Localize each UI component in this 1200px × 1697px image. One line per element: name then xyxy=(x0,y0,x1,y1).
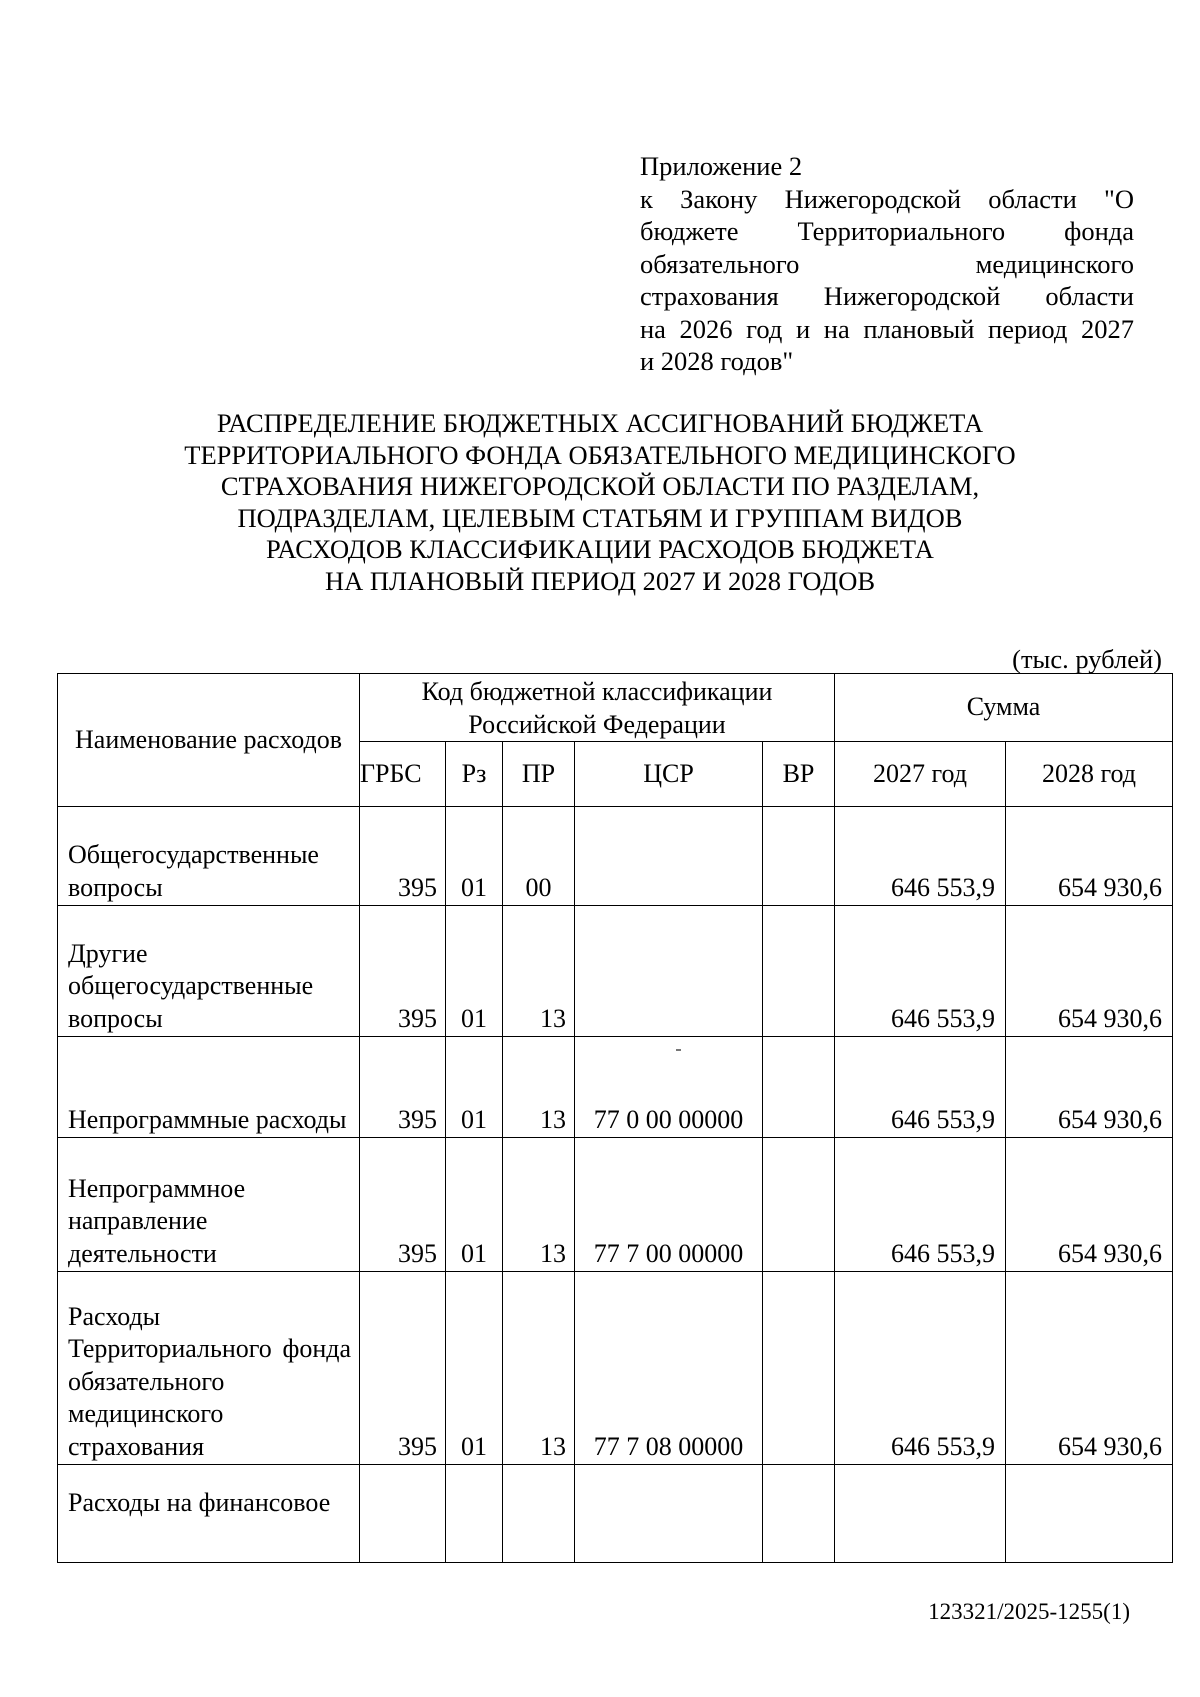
row-csr xyxy=(575,906,763,1037)
appendix-block xyxy=(640,150,1134,378)
row-rz: 01 xyxy=(446,906,503,1037)
row-pr: 13 xyxy=(503,1037,575,1138)
header-2027: 2027 год xyxy=(835,742,1006,807)
header-2028: 2028 год xyxy=(1006,742,1173,807)
row-sum-2028: 654 930,6 xyxy=(1006,1272,1173,1465)
title-line: ТЕРРИТОРИАЛЬНОГО ФОНДА ОБЯЗАТЕЛЬНОГО МЕДИЦИНСКОГО xyxy=(184,439,1016,470)
appendix-line: Приложение 2 xyxy=(640,151,803,181)
row-sum-2028: 654 930,6 xyxy=(1006,1037,1173,1138)
header-sum-group: Сумма xyxy=(835,674,1173,742)
document-title xyxy=(150,408,1050,597)
row-name: Другие общегосударственные вопросы xyxy=(58,906,360,1037)
row-grbs: 395 xyxy=(360,807,446,906)
appendix-line: на 2026 год и на плановый период 2027 xyxy=(640,313,1134,344)
header-csr: ЦСР xyxy=(575,742,763,807)
title-line: ПОДРАЗДЕЛАМ, ЦЕЛЕВЫМ СТАТЬЯМ И ГРУППАМ ВИДОВ xyxy=(237,502,963,533)
title-line: РАСХОДОВ КЛАССИФИКАЦИИ РАСХОДОВ БЮДЖЕТА xyxy=(266,534,934,564)
row-vr xyxy=(763,1272,835,1465)
row-rz: 01 xyxy=(446,807,503,906)
table-row xyxy=(58,1138,1173,1272)
row-sum-2027: 646 553,9 xyxy=(835,807,1006,906)
row-name: Расходы Территориального фонда обязательного медицинского страхования xyxy=(58,1272,360,1465)
row-sum-2028 xyxy=(1006,1465,1173,1563)
row-pr: 13 xyxy=(503,1272,575,1465)
header-name: Наименование расходов xyxy=(58,674,360,807)
units-label: (тыс. рублей) xyxy=(1012,644,1162,674)
table-row xyxy=(58,1272,1173,1465)
row-grbs: 395 xyxy=(360,1272,446,1465)
row-csr: 77 7 00 00000 xyxy=(575,1138,763,1272)
row-grbs: 395 xyxy=(360,906,446,1037)
row-csr: 77 7 08 00000 xyxy=(575,1272,763,1465)
row-sum-2027: 646 553,9 xyxy=(835,1272,1006,1465)
row-sum-2028: 654 930,6 xyxy=(1006,1138,1173,1272)
table-row xyxy=(58,1465,1173,1563)
row-grbs xyxy=(360,1465,446,1563)
row-sum-2028: 654 930,6 xyxy=(1006,906,1173,1037)
appendix-line: и 2028 годов" xyxy=(640,346,794,376)
appendix-line: к Закону Нижегородской области "О xyxy=(640,183,1134,214)
row-pr xyxy=(503,1465,575,1563)
row-vr xyxy=(763,1037,835,1138)
row-sum-2027: 646 553,9 xyxy=(835,1037,1006,1138)
title-line: РАСПРЕДЕЛЕНИЕ БЮДЖЕТНЫХ АССИГНОВАНИЙ БЮДЖЕТА xyxy=(216,408,984,438)
row-csr xyxy=(575,807,763,906)
row-sum-2027: 646 553,9 xyxy=(835,1138,1006,1272)
row-name: Непрограммное направление деятельности xyxy=(58,1138,360,1272)
row-pr: 13 xyxy=(503,1138,575,1272)
header-grbs: ГРБС xyxy=(360,742,446,807)
row-grbs: 395 xyxy=(360,1138,446,1272)
row-grbs: 395 xyxy=(360,1037,446,1138)
header-code-group: Код бюджетной классификации Российской Федерации xyxy=(360,674,835,742)
row-rz: 01 xyxy=(446,1037,503,1138)
row-name: Расходы на финансовое xyxy=(58,1465,360,1563)
appendix-line: страхования Нижегородской области xyxy=(640,281,1134,311)
row-pr: 13 xyxy=(503,906,575,1037)
document-number: 123321/2025-1255(1) xyxy=(928,1599,1130,1624)
appendix-line: бюджете Территориального фонда xyxy=(640,216,1134,246)
row-rz: 01 xyxy=(446,1138,503,1272)
row-pr: 00 xyxy=(503,807,575,906)
table-row xyxy=(58,906,1173,1037)
row-vr xyxy=(763,807,835,906)
row-sum-2028: 654 930,6 xyxy=(1006,807,1173,906)
row-rz: 01 xyxy=(446,1272,503,1465)
header-pr: ПР xyxy=(503,742,575,807)
row-sum-2027 xyxy=(835,1465,1006,1563)
title-line: СТРАХОВАНИЯ НИЖЕГОРОДСКОЙ ОБЛАСТИ ПО РАЗДЕЛАМ, xyxy=(220,471,980,501)
table-header-row xyxy=(58,674,1173,742)
table-row xyxy=(58,807,1173,906)
appendix-line: обязательного медицинского xyxy=(640,248,1134,279)
row-csr: 77 0 00 00000 xyxy=(575,1037,763,1138)
row-csr xyxy=(575,1465,763,1563)
header-vr: ВР xyxy=(763,742,835,807)
table-row xyxy=(58,1037,1173,1138)
budget-table xyxy=(57,673,1173,1563)
row-name: Непрограммные расходы xyxy=(58,1037,360,1138)
row-name: Общегосударственные вопросы xyxy=(58,807,360,906)
header-rz: Рз xyxy=(446,742,503,807)
row-vr xyxy=(763,906,835,1037)
row-vr xyxy=(763,1465,835,1563)
row-sum-2027: 646 553,9 xyxy=(835,906,1006,1037)
scan-mark xyxy=(676,1049,681,1051)
row-vr xyxy=(763,1138,835,1272)
title-line: НА ПЛАНОВЫЙ ПЕРИОД 2027 И 2028 ГОДОВ xyxy=(324,565,876,596)
row-rz xyxy=(446,1465,503,1563)
